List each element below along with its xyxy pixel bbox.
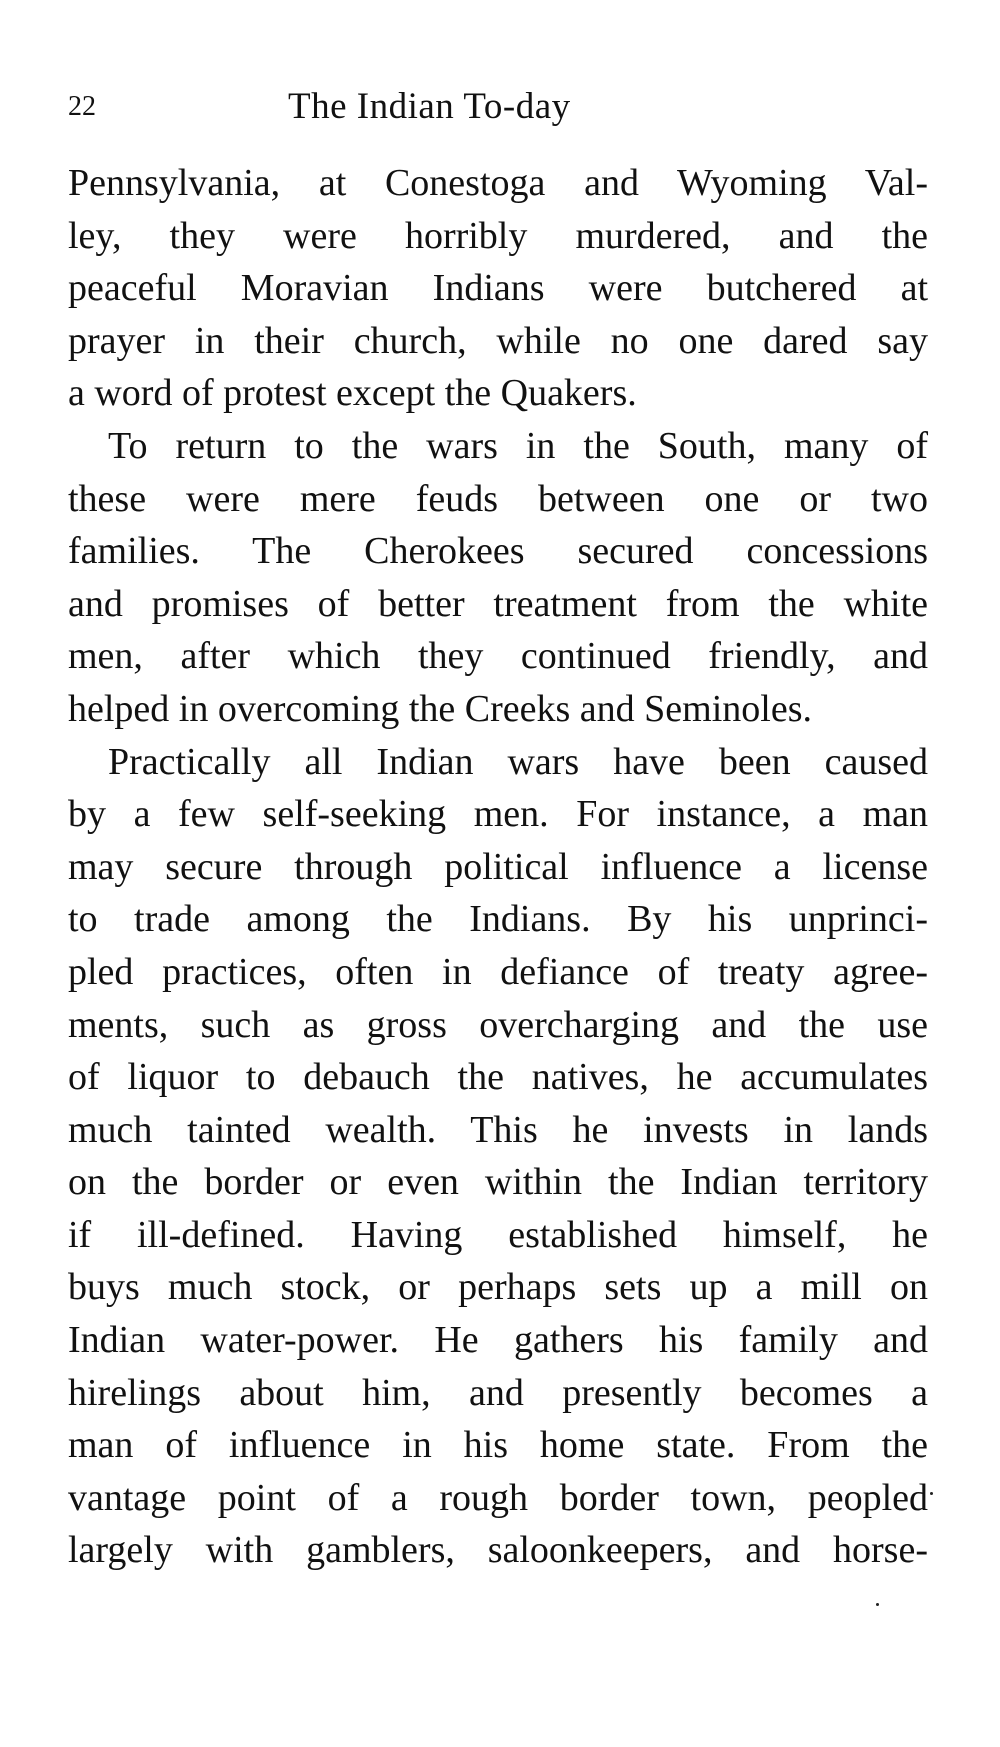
text-line: To return to the wars in the South, many of — [108, 424, 928, 467]
text-line: man of influence in his home state. From the — [68, 1424, 928, 1467]
text-line: Pennsylvania, at Conestoga and Wyoming Val- — [68, 162, 928, 204]
text-line: families. The Cherokees secured concessions — [68, 530, 928, 573]
text-line: Indian water-power. He gathers his family and — [68, 1319, 928, 1362]
text-line: pled practices, often in defiance of treaty agree- — [68, 950, 928, 993]
text-line: largely with gamblers, saloonkeepers, and horse- — [68, 1529, 928, 1572]
text-line: much tainted wealth. This he invests in lands — [68, 1108, 928, 1151]
text-line: if ill-defined. Having established himself, he — [68, 1213, 928, 1256]
text-line: Practically all Indian wars have been caused — [108, 740, 928, 783]
text-line: on the border or even within the Indian territory — [68, 1161, 928, 1204]
body-text — [68, 157, 928, 1577]
text-line: a word of protest except the Quakers. — [68, 372, 637, 415]
text-line: these were mere feuds between one or two — [68, 477, 928, 520]
text-line: of liquor to debauch the natives, he accumulates — [68, 1056, 928, 1099]
text-line: helped in overcoming the Creeks and Seminoles. — [68, 687, 812, 730]
text-line: buys much stock, or perhaps sets up a mill on — [68, 1266, 928, 1309]
scan-speck — [930, 1492, 933, 1495]
text-line: and promises of better treatment from the white — [68, 582, 928, 625]
text-line: may secure through political influence a license — [68, 845, 928, 888]
text-line: vantage point of a rough border town, peopled — [68, 1476, 928, 1519]
page-number: 22 — [68, 91, 96, 122]
running-head — [68, 82, 928, 132]
text-line: ments, such as gross overcharging and the use — [68, 1003, 928, 1046]
scan-speck — [876, 1603, 879, 1606]
text-line: men, after which they continued friendly, and — [68, 635, 928, 678]
text-line: to trade among the Indians. By his unprinci- — [68, 898, 928, 941]
text-line: ley, they were horribly murdered, and the — [68, 214, 928, 257]
text-line: by a few self-seeking men. For instance, a man — [68, 793, 928, 836]
text-line: peaceful Moravian Indians were butchered at — [68, 267, 928, 310]
text-line: prayer in their church, while no one dared say — [68, 319, 928, 362]
running-title: The Indian To-day — [288, 86, 571, 127]
text-line: hirelings about him, and presently becomes a — [68, 1371, 928, 1414]
